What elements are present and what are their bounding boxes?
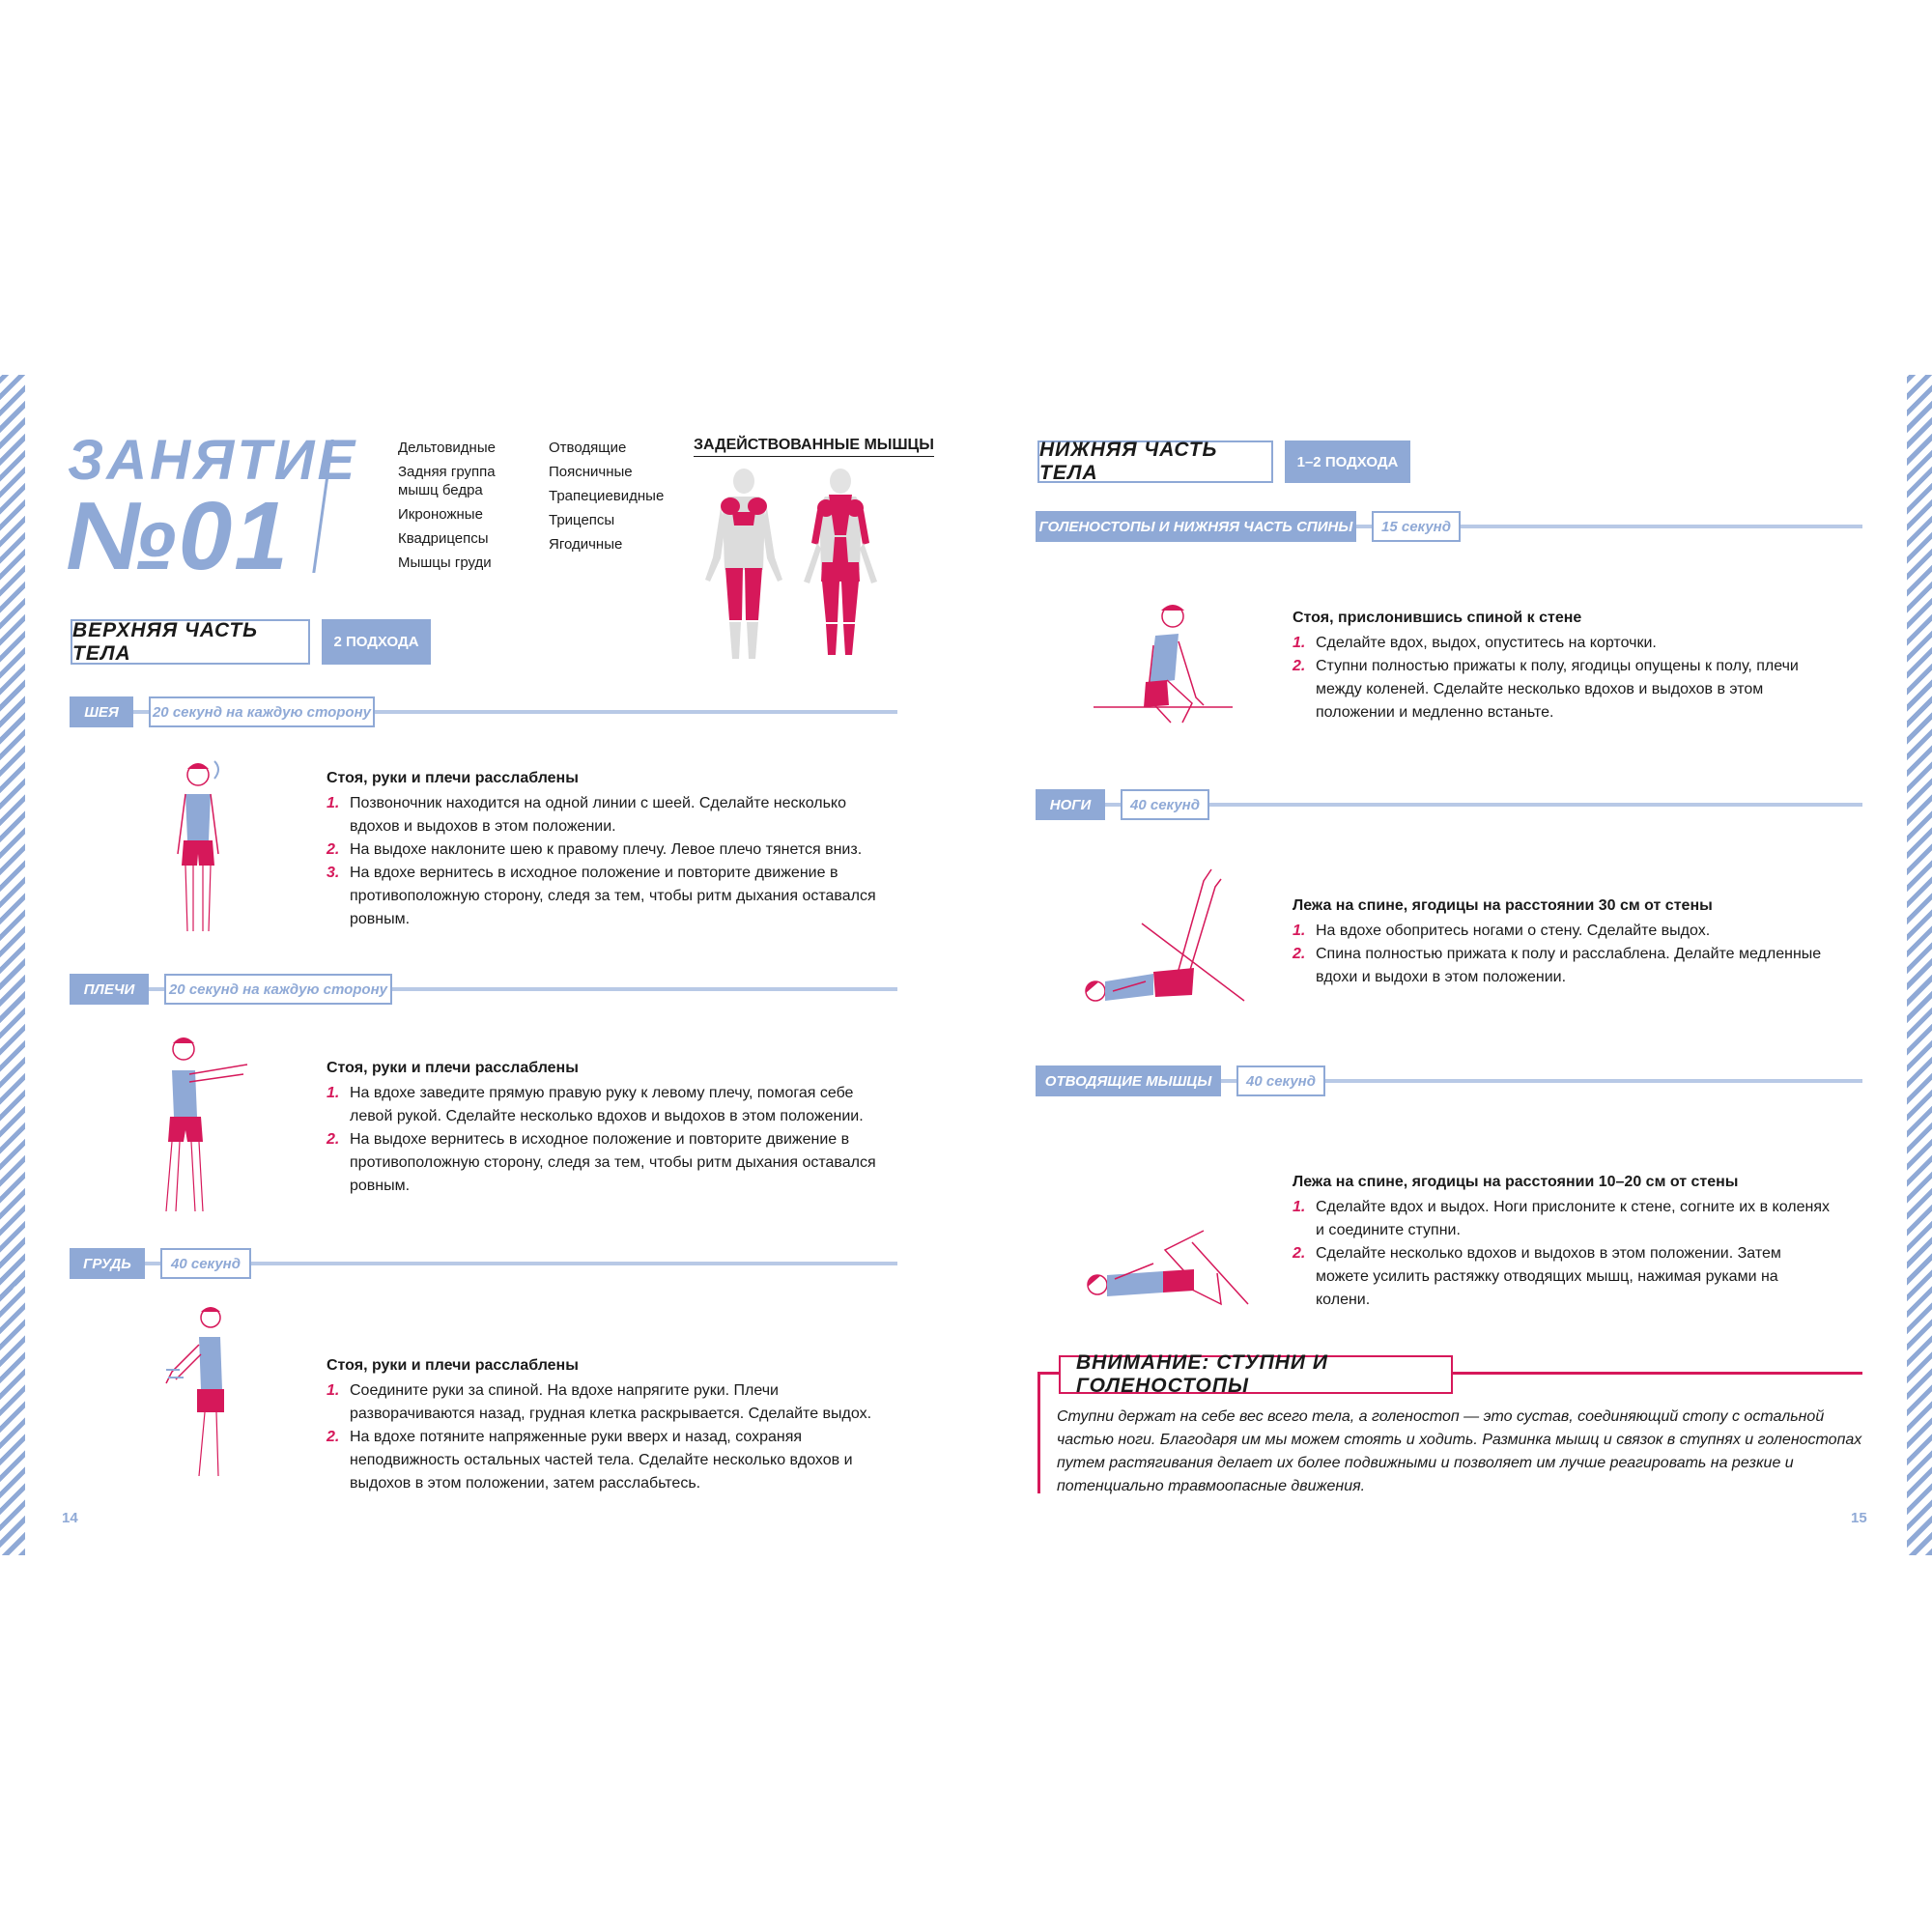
step-number: 2. [1293,1245,1306,1262]
instructions-chest [327,1354,906,1495]
stretch-figure-squat [1090,597,1236,734]
instruction-step [1293,920,1833,943]
step-number: 1. [1293,635,1306,651]
step-text: Сделайте вдох, выдох, опуститесь на корточки. [1316,635,1657,651]
step-number: 3. [327,865,340,881]
exercise-label-shoulders: ПЛЕЧИ [70,974,149,1005]
step-text: На вдохе заведите прямую правую руку к левому плечу, помогая себе левой рукой. Сделайте несколько вдохов и выдохов в этом положении. [350,1085,864,1124]
instructions-ankles [1293,607,1833,724]
step-number: 2. [1293,658,1306,674]
stretch-figure-neck [164,757,232,943]
instruction-step [1293,1196,1833,1242]
exercise-label-ankles: ГОЛЕНОСТОПЫ И НИЖНЯЯ ЧАСТЬ СПИНЫ [1036,511,1356,542]
stretch-figure-chest [151,1302,238,1486]
muscle-item: Трапециевидные [549,488,665,504]
muscles-list-1 [398,439,533,578]
muscle-item: Дельтовидные [398,440,496,456]
instruction-step [1293,1242,1833,1312]
step-number: 2. [327,1131,340,1148]
step-number: 1. [1293,923,1306,939]
muscle-item: Мышцы груди [398,554,492,571]
instruction-heading: Стоя, руки и плечи расслаблены [327,770,579,786]
step-number: 1. [327,1085,340,1101]
exercise-label-legs: НОГИ [1036,789,1105,820]
instruction-heading: Стоя, прислонившись спиной к стене [1293,610,1582,626]
page-number-left: 14 [62,1510,78,1526]
step-text: Позвоночник находится на одной линии с шеей. Сделайте несколько вдохов и выдохов в этом положении. [350,795,846,835]
lower-body-title: НИЖНЯЯ ЧАСТЬ ТЕЛА [1037,440,1273,483]
muscle-item: Отводящие [549,440,627,456]
exercise-label-adductors: ОТВОДЯЩИЕ МЫШЦЫ [1036,1065,1221,1096]
stretch-figure-adductors [1076,1223,1254,1308]
step-text: На вдохе вернитесь в исходное положение и повторите движение в противоположную сторону, следя за тем, чтобы ритм дыхания оставался ровным. [350,865,876,927]
muscle-item: Квадрицепсы [398,530,489,547]
body-back-figure [804,469,877,655]
lower-body-sets: 1–2 ПОДХОДА [1285,440,1410,483]
exercise-duration-neck: 20 секунд на каждую сторону [149,696,375,727]
instruction-step [327,838,887,862]
exercise-duration-adductors: 40 секунд [1236,1065,1325,1096]
muscle-item: Задняя группа мышц бедра [398,464,496,498]
instructions-shoulders [327,1057,887,1198]
instruction-step [1293,632,1833,655]
muscle-item: Поясничные [549,464,633,480]
instruction-step [327,1379,906,1426]
instructions-legs [1293,895,1833,989]
step-number: 2. [327,1429,340,1445]
step-text: Спина полностью прижата к полу и расслаблена. Делайте медленные вдохи и выдохи в этом положении. [1316,946,1822,985]
right-hatch-border [1907,375,1932,1555]
warning-text: Ступни держат на себе вес всего тела, а голеностоп — это сустав, соединяющий стопу с остальной частью ноги. Благодаря им мы можем стоять и ходить. Разминка мышц и связок в ступнях и голеностопах путем растягивания делает их более подвижными и позволяет им лучше реагировать на резкие и потенциально травмоопасные движения. [1057,1408,1862,1494]
warning-side-rule [1037,1372,1040,1493]
step-text: Сделайте вдох и выдох. Ноги прислоните к стене, согните их в коленях и соедините ступни. [1316,1199,1831,1238]
instruction-step [327,1082,887,1128]
instruction-step [1293,943,1833,989]
instructions-neck [327,767,887,931]
exercise-duration-ankles: 15 секунд [1372,511,1461,542]
muscles-list-2 [549,439,684,559]
stretch-figure-legs-wall [1074,866,1252,1018]
instruction-step [327,1426,906,1495]
instruction-heading: Стоя, руки и плечи расслаблены [327,1060,579,1076]
page-number-right: 15 [1851,1510,1867,1526]
exercise-label-chest: ГРУДЬ [70,1248,145,1279]
instruction-heading: Лежа на спине, ягодицы на расстоянии 10–20 см от стены [1293,1174,1739,1190]
instruction-step [327,792,887,838]
step-text: Сделайте несколько вдохов и выдохов в этом положении. Затем можете усилить растяжку отводящих мышц, нажимая руками на колени. [1316,1245,1781,1308]
step-text: На выдохе вернитесь в исходное положение и повторите движение в противоположную сторону, следя за тем, чтобы ритм дыхания оставался ровным. [350,1131,876,1194]
anatomy-figures [696,466,889,668]
lesson-title-number: №01 [66,482,290,590]
step-text: Соедините руки за спиной. На вдохе напрягите руки. Плечи разворачиваются назад, грудная клетка раскрывается. Сделайте выдох. [350,1382,872,1422]
instruction-heading: Лежа на спине, ягодицы на расстоянии 30 см от стены [1293,897,1713,914]
step-text: На выдохе наклоните шею к правому плечу. Левое плечо тянется вниз. [350,841,863,858]
stretch-figure-shoulders [151,1032,255,1223]
left-hatch-border [0,375,25,1555]
exercise-duration-shoulders: 20 секунд на каждую сторону [164,974,392,1005]
step-text: На вдохе обопритесь ногами о стену. Сделайте выдох. [1316,923,1711,939]
instruction-heading: Стоя, руки и плечи расслаблены [327,1357,579,1374]
step-number: 2. [1293,946,1306,962]
warning-title: ВНИМАНИЕ: СТУПНИ И ГОЛЕНОСТОПЫ [1059,1355,1453,1394]
upper-body-sets: 2 ПОДХОДА [322,619,431,665]
instruction-step [327,862,887,931]
muscle-item: Трицепсы [549,512,615,528]
instruction-step [327,1128,887,1198]
step-number: 1. [327,795,340,811]
step-text: На вдохе потяните напряженные руки вверх и назад, сохраняя неподвижность остальных частей тела. Сделайте несколько вдохов и выдохов в этом положении, затем расслабьтесь. [350,1429,853,1492]
instructions-adductors [1293,1171,1833,1312]
exercise-duration-chest: 40 секунд [160,1248,251,1279]
step-number: 2. [327,841,340,858]
exercise-duration-legs: 40 секунд [1121,789,1209,820]
step-number: 1. [327,1382,340,1399]
muscles-heading: ЗАДЕЙСТВОВАННЫЕ МЫШЦЫ [694,437,934,457]
muscle-item: Ягодичные [549,536,623,553]
step-number: 1. [1293,1199,1306,1215]
step-text: Ступни полностью прижаты к полу, ягодицы опущены к полу, плечи между коленей. Сделайте несколько вдохов и выдохов в этом положении и медленно встаньте. [1316,658,1799,721]
muscle-item: Икроножные [398,506,483,523]
upper-body-title: ВЕРХНЯЯ ЧАСТЬ ТЕЛА [71,619,310,665]
exercise-label-neck: ШЕЯ [70,696,133,727]
lesson-title-word: ЗАНЯТИЕ [68,429,358,492]
instruction-step [1293,655,1833,724]
body-front-figure [705,469,782,659]
